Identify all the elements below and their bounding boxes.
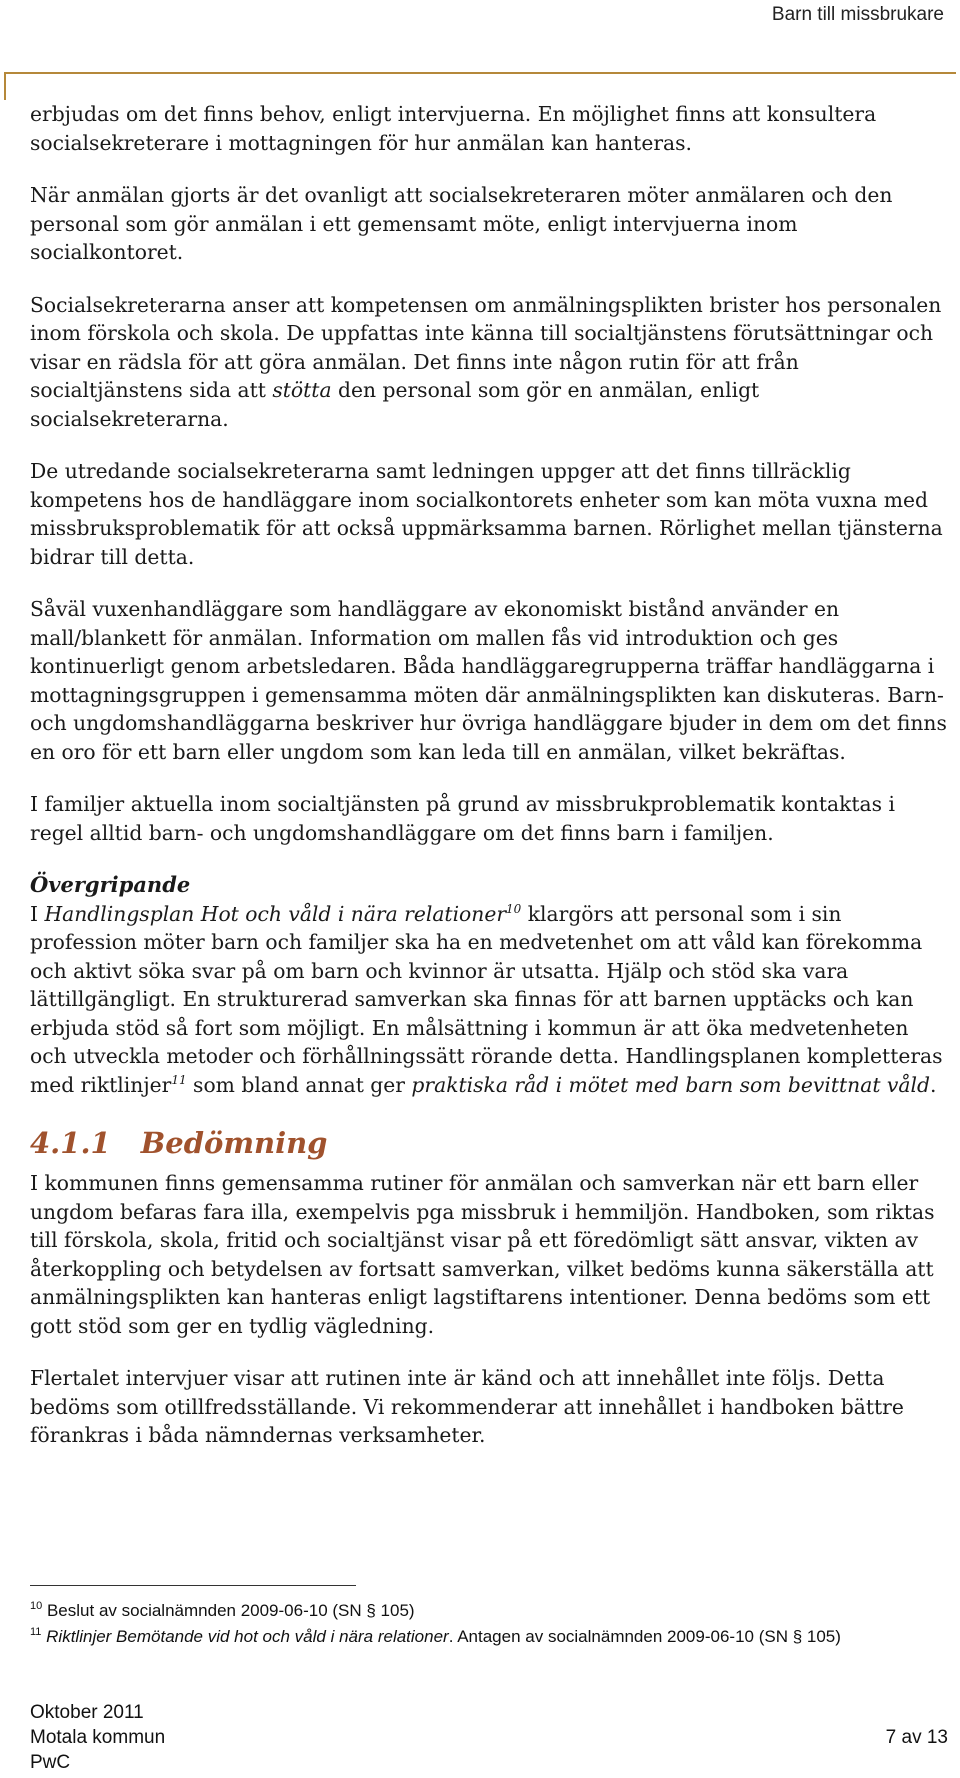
footer-org: Motala kommun bbox=[30, 1727, 166, 1748]
overgripande-text-2: klargörs att personal som i sin profession möter barn och familjer ska ha en medvetenhet om att våld kan förekomma och aktivt söka svar på om barn och kvinnor är utsatta. Hjälp och stöd ska vara lättillgängligt. En strukturerad samverkan ska finnas för att barnen upptäcks och kan erbjuda stöd så fort som möjligt. En målsättning i kommun är att öka medvetenheten och utveckla metoder och förhållningssätt rörande detta. Handlingsplanen kompletteras med riktlinjer bbox=[30, 901, 943, 1097]
page-body bbox=[30, 100, 950, 1474]
running-header-title: Barn till missbrukare bbox=[771, 4, 944, 25]
section-title: Bedömning bbox=[140, 1126, 328, 1160]
section-heading bbox=[30, 1123, 950, 1163]
page-number: 7 av 13 bbox=[885, 1727, 948, 1748]
paragraph-3-emphasis: stötta bbox=[272, 378, 332, 402]
paragraph-3-text-a: Socialsekreterarna anser att kompetensen om anmälningsplikten brister hos personalen inom förskola och skola. De uppfattas inte känna till socialtjänstens förutsättningar och visar en rädsla för att göra anmälan. Det finns inte någon rutin för att från socialtjänstens sida att bbox=[30, 292, 942, 402]
footnote-separator bbox=[30, 1585, 356, 1586]
page-footer bbox=[30, 1700, 950, 1775]
footnote-11-title: Riktlinjer Bemötande vid hot och våld i nära relationer bbox=[46, 1627, 449, 1646]
footnote-ref-10[interactable]: 10 bbox=[506, 901, 522, 916]
footnote-10-text: Beslut av socialnämnden 2009-06-10 (SN § 105) bbox=[42, 1601, 415, 1620]
overgripande-text-3: som bland annat ger bbox=[186, 1072, 412, 1097]
paragraph-1: erbjudas om det finns behov, enligt intervjuerna. En möjlighet finns att konsultera socialsekreterare i mottagningen för hur anmälan kan hanteras. bbox=[30, 102, 877, 155]
header-rule bbox=[4, 72, 956, 74]
section-number: 4.1.1 bbox=[30, 1126, 111, 1160]
plan-title: Handlingsplan Hot och våld i nära relationer bbox=[44, 901, 507, 926]
footnote-10 bbox=[30, 1600, 950, 1621]
paragraph-4: De utredande socialsekreterarna samt ledningen uppger att det finns tillräcklig kompetens hos de handläggare inom socialkontorets enheter som kan möta vuxna med missbruksproblematik för att också uppmärksamma barnen. Rörlighet mellan tjänsterna bidrar till detta. bbox=[30, 459, 943, 569]
paragraph-6: I familjer aktuella inom socialtjänsten på grund av missbrukproblematik kontaktas i regel alltid barn- och ungdomshandläggare om det finns barn i familjen. bbox=[30, 792, 895, 845]
overgripande-heading: Övergripande bbox=[30, 872, 191, 897]
section-paragraph-2: Flertalet intervjuer visar att rutinen inte är känd och att innehållet inte följs. Detta bedöms som otillfredsställande. Vi rekommenderar att innehållet i handboken bättre förankras i båda nämndernas verksamheter. bbox=[30, 1366, 904, 1447]
footnote-11-number: 11 bbox=[30, 1626, 42, 1638]
footer-company: PwC bbox=[30, 1752, 71, 1773]
paragraph-3 bbox=[30, 291, 950, 434]
footnotes bbox=[30, 1600, 950, 1652]
paragraph-2: När anmälan gjorts är det ovanligt att socialsekreteraren möter anmälaren och den personal som gör anmälan i ett gemensamt möte, enligt intervjuerna inom socialkontoret. bbox=[30, 183, 893, 264]
footnote-ref-11[interactable]: 11 bbox=[171, 1072, 187, 1087]
overgripande-block bbox=[30, 871, 950, 1099]
overgripande-emphasis: praktiska råd i mötet med barn som bevittnat våld bbox=[411, 1072, 930, 1097]
overgripande-text-5: . bbox=[929, 1072, 937, 1097]
overgripande-text-1: I bbox=[30, 901, 45, 926]
footer-date: Oktober 2011 bbox=[30, 1702, 144, 1723]
paragraph-3-text-c: den personal som gör en anmälan, enligt socialsekreterarna. bbox=[30, 378, 760, 431]
footnote-11-text: . Antagen av socialnämnden 2009-06-10 (SN § 105) bbox=[448, 1627, 841, 1646]
footnote-10-number: 10 bbox=[30, 1600, 43, 1612]
paragraph-5: Såväl vuxenhandläggare som handläggare av ekonomiskt bistånd använder en mall/blankett för anmälan. Information om mallen fås vid introduktion och ges kontinuerligt genom arbetsledaren. Båda handläggaregrupperna träffar handläggarna i mottagningsgruppen i gemensamma möten där anmälningsplikten kan diskuteras. Barn- och ungdomshandläggarna beskriver hur övriga handläggare bjuder in dem om det finns en oro för ett barn eller ungdom som kan leda till en anmälan, vilket bekräftas. bbox=[30, 597, 947, 764]
header-corner-tick bbox=[4, 72, 6, 100]
footnote-11 bbox=[30, 1626, 950, 1647]
section-paragraph-1: I kommunen finns gemensamma rutiner för anmälan och samverkan när ett barn eller ungdom befaras fara illa, exempelvis pga missbruk i hemmiljön. Handboken, som riktas till förskola, skola, fritid och socialtjänst visar på ett föredömligt sätt ansvar, vikten av återkoppling och betydelsen av fortsatt samverkan, vilket bedöms kunna säkerställa att anmälningsplikten kan hanteras enligt lagstiftarens intentioner. Denna bedöms som ett gott stöd som ger en tydlig vägledning. bbox=[30, 1171, 935, 1338]
